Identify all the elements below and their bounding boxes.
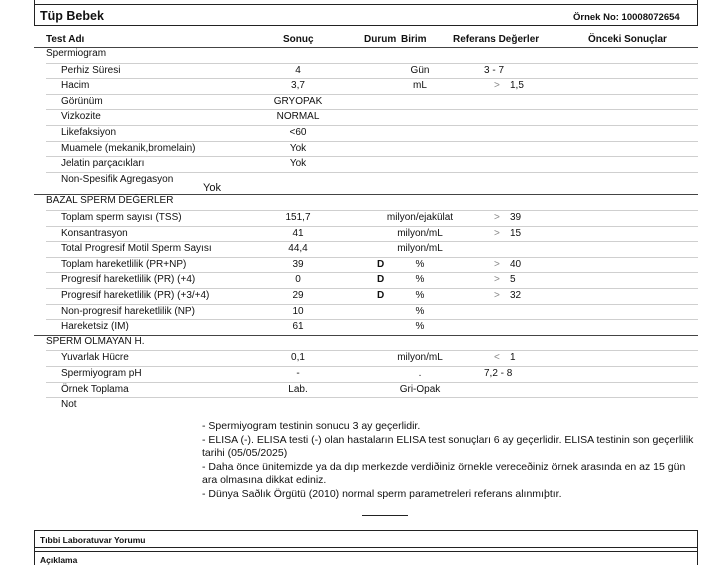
test-result: 0,1 <box>291 352 305 364</box>
test-name: Non-progresif hareketlilik (NP) <box>61 305 195 317</box>
col-status: Durum <box>364 34 397 45</box>
col-test-name: Test Adı <box>46 34 85 45</box>
row-rule <box>46 109 698 110</box>
row-rule <box>46 141 698 142</box>
test-unit: % <box>415 274 425 286</box>
test-result: - <box>296 368 300 379</box>
test-result: 3,7 <box>291 80 305 92</box>
test-result: 44,4 <box>288 243 308 255</box>
test-result: Lab. <box>288 383 308 395</box>
test-name: Vizkozite <box>61 111 101 123</box>
row-rule <box>46 288 698 289</box>
col-result: Sonuç <box>283 34 314 45</box>
reference-operator: < <box>494 352 500 364</box>
notes-block <box>202 420 702 502</box>
test-result: <60 <box>289 127 307 138</box>
reference-operator: > <box>494 212 500 223</box>
test-name: Muamele (mekanik,bromelain) <box>61 142 196 154</box>
test-name: Görünüm <box>61 95 103 107</box>
row-rule <box>46 319 698 320</box>
note-line: - Dünya Saðlık Örgütü (2010) normal sperm parametreleri referans alınmıþtır. <box>202 487 562 500</box>
section-title: Spermiogram <box>46 48 107 59</box>
report-title: Tüp Bebek <box>40 9 104 23</box>
test-status: D <box>377 290 385 301</box>
reference-operator: > <box>494 258 500 270</box>
test-unit: Gün <box>410 64 430 76</box>
test-name: Toplam sperm sayısı (TSS) <box>61 212 182 223</box>
test-unit: Gri-Opak <box>399 383 441 395</box>
test-result: 10 <box>292 305 304 317</box>
reference-operator: > <box>494 80 500 92</box>
col-previous: Önceki Sonuçlar <box>588 34 667 45</box>
row-rule <box>46 94 698 95</box>
test-name: Örnek Toplama <box>61 383 129 395</box>
section-rule <box>34 47 698 48</box>
signature-rule <box>362 515 408 516</box>
row-rule <box>46 241 698 242</box>
test-name: Not <box>61 399 77 411</box>
row-rule <box>46 156 698 157</box>
reference-value: 3 - 7 <box>484 64 505 76</box>
test-result: Yok <box>289 158 307 170</box>
test-result: 39 <box>292 258 304 270</box>
section-title: BAZAL SPERM DEĞERLER <box>46 195 174 207</box>
test-result: 41 <box>292 227 304 239</box>
test-result: 0 <box>295 274 301 286</box>
test-unit: % <box>415 258 425 270</box>
title-rule <box>34 25 698 26</box>
test-name: Likefaksiyon <box>61 127 117 138</box>
test-unit: . <box>418 368 422 379</box>
reference-operator: > <box>494 290 500 301</box>
extra-value: Yok <box>203 182 221 195</box>
test-unit: % <box>415 305 425 317</box>
note-line: - Daha önce ünitemizde ya da dıp merkezde verdiðiniz örnekle vereceðiniz örnek arasında en az 15 gün ara olmasına dikkat ediniz. <box>202 460 686 487</box>
test-unit: % <box>415 290 425 301</box>
reference-value: 39 <box>510 212 522 223</box>
test-name: Hareketsiz (IM) <box>61 321 129 333</box>
test-name: Total Progresif Motil Sperm Sayısı <box>61 243 212 255</box>
test-unit: mL <box>413 80 427 92</box>
reference-value: 1,5 <box>510 80 524 92</box>
section-title: SPERM OLMAYAN H. <box>46 335 145 347</box>
row-rule <box>46 272 698 273</box>
top-rule <box>34 4 698 5</box>
test-name: Progresif hareketlilik (PR) (+3/+4) <box>61 290 210 301</box>
test-unit: milyon/mL <box>397 352 443 364</box>
order-number: Örnek No: 10008072654 <box>573 12 680 23</box>
test-unit: % <box>415 321 425 333</box>
reference-value: 15 <box>510 227 522 239</box>
lab-comment-label: Tıbbi Laboratuvar Yorumu <box>40 535 146 545</box>
row-rule <box>46 350 698 351</box>
test-status: D <box>377 258 385 270</box>
footer-rule-2 <box>34 551 698 552</box>
test-result: 61 <box>292 321 304 333</box>
col-reference: Referans Değerler <box>453 34 540 45</box>
col-unit: Birim <box>401 34 427 45</box>
note-line: - ELISA (-). ELISA testi (-) olan hastaların ELISA test sonuçları 6 ay geçerlidir. ELISA testinin son geçerlilik tarihi (05/05/2025) <box>202 433 694 460</box>
test-unit: milyon/ejakülat <box>386 212 454 223</box>
test-name: Progresif hareketlilik (PR) (+4) <box>61 274 196 286</box>
reference-value: 7,2 - 8 <box>484 368 513 379</box>
explanation-label: Açıklama <box>40 555 78 565</box>
reference-value: 40 <box>510 258 522 270</box>
row-rule <box>46 78 698 79</box>
note-line: - Spermiyogram testinin sonucu 3 ay geçerlidir. <box>202 420 421 432</box>
reference-value: 32 <box>510 290 522 301</box>
row-rule <box>46 257 698 258</box>
reference-value: 5 <box>510 274 516 286</box>
test-name: Spermiyogram pH <box>61 368 142 379</box>
row-rule <box>46 366 698 367</box>
test-status: D <box>377 274 385 286</box>
test-name: Konsantrasyon <box>61 227 128 239</box>
reference-value: 1 <box>510 352 516 364</box>
row-rule <box>46 210 698 211</box>
reference-operator: > <box>494 274 500 286</box>
row-rule <box>46 382 698 383</box>
test-name: Perhiz Süresi <box>61 64 121 76</box>
footer-rule-top <box>34 530 698 531</box>
row-rule <box>46 125 698 126</box>
row-rule <box>46 304 698 305</box>
test-unit: milyon/mL <box>397 243 443 255</box>
test-result: 29 <box>292 290 304 301</box>
reference-operator: > <box>494 227 500 239</box>
test-result: Yok <box>289 142 307 154</box>
row-rule <box>46 63 698 64</box>
test-name: Hacim <box>61 80 90 92</box>
test-name: Toplam hareketlilik (PR+NP) <box>61 258 187 270</box>
test-name: Jelatin parçacıkları <box>61 158 145 170</box>
row-rule <box>46 226 698 227</box>
test-result: GRYOPAK <box>273 95 323 107</box>
test-name: Non-Spesifik Agregasyon <box>61 173 174 185</box>
test-result: NORMAL <box>276 111 320 123</box>
test-name: Yuvarlak Hücre <box>61 352 129 364</box>
test-unit: milyon/mL <box>397 227 443 239</box>
test-result: 4 <box>295 64 301 76</box>
row-rule <box>46 172 698 173</box>
test-result: 151,7 <box>285 212 311 223</box>
footer-rule-mid <box>34 547 698 548</box>
row-rule <box>46 397 698 398</box>
